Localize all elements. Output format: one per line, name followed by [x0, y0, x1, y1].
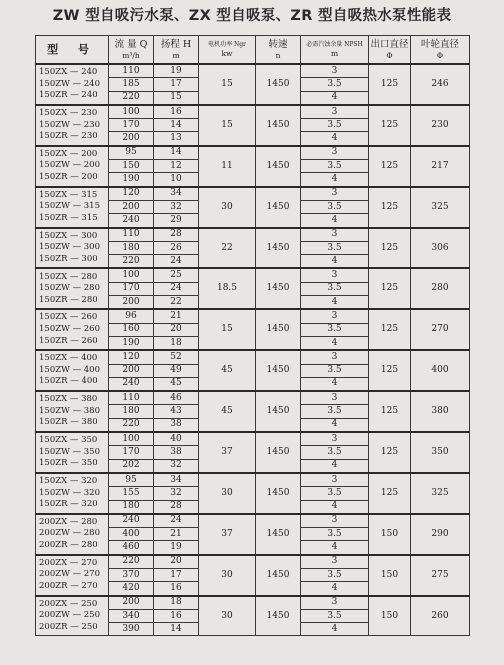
flow-cell: 202 [109, 459, 154, 473]
flow-cell: 110 [109, 391, 154, 405]
model-name: 150ZW — 200 [39, 160, 100, 171]
flow-cell: 110 [109, 64, 154, 78]
model-name: 150ZR — 200 [39, 172, 98, 183]
npsh-cell: 3 [301, 555, 369, 569]
model-name: 150ZR — 380 [39, 417, 98, 428]
model-name: 200ZW — 250 [39, 610, 100, 621]
model-name: 200ZW — 270 [39, 569, 100, 580]
model-name: 150ZR — 280 [39, 294, 98, 305]
table-row [36, 350, 470, 364]
power-cell: 15 [199, 105, 256, 146]
model-name: 150ZR — 300 [39, 253, 98, 264]
header-speed: 转速 n [256, 36, 301, 65]
model-cell [36, 473, 109, 514]
flow-cell: 220 [109, 555, 154, 569]
outlet-cell: 125 [369, 309, 411, 350]
impeller-cell: 280 [411, 268, 470, 309]
power-cell: 15 [199, 309, 256, 350]
model-cell [36, 64, 109, 105]
head-cell: 21 [154, 528, 199, 541]
impeller-cell: 217 [411, 146, 470, 187]
table-row [36, 555, 470, 569]
flow-cell: 110 [109, 228, 154, 242]
power-cell: 15 [199, 64, 256, 105]
head-cell: 24 [154, 255, 199, 269]
model-cell [36, 105, 109, 146]
npsh-cell: 3.5 [301, 241, 369, 254]
outlet-cell: 150 [369, 596, 411, 636]
flow-cell: 240 [109, 214, 154, 228]
power-cell: 37 [199, 432, 256, 473]
model-cell [36, 514, 109, 555]
power-cell: 37 [199, 514, 256, 555]
table-row [36, 309, 470, 323]
flow-cell: 120 [109, 350, 154, 364]
head-cell: 22 [154, 296, 199, 310]
head-cell: 32 [154, 459, 199, 473]
table-row [36, 105, 470, 119]
model-name: 150ZX — 380 [39, 394, 98, 405]
flow-cell: 150 [109, 160, 154, 173]
flow-cell: 180 [109, 500, 154, 514]
power-cell: 11 [199, 146, 256, 187]
speed-cell: 1450 [256, 105, 301, 146]
npsh-cell: 3.5 [301, 78, 369, 91]
npsh-cell: 3.5 [301, 119, 369, 132]
power-cell: 45 [199, 391, 256, 432]
table-title: ZW 型自吸污水泵、ZX 型自吸泵、ZR 型自吸热水泵性能表 [52, 8, 452, 24]
outlet-cell: 125 [369, 473, 411, 514]
speed-cell: 1450 [256, 350, 301, 391]
flow-cell: 200 [109, 200, 154, 213]
power-cell: 30 [199, 596, 256, 636]
flow-cell: 170 [109, 446, 154, 459]
power-cell: 30 [199, 473, 256, 514]
model-name: 200ZX — 280 [39, 516, 98, 527]
head-cell: 38 [154, 418, 199, 432]
header-power: 电机功率 Ngr kw [199, 36, 256, 65]
flow-cell: 100 [109, 105, 154, 119]
npsh-cell: 3 [301, 473, 369, 487]
outlet-cell: 125 [369, 146, 411, 187]
impeller-cell: 260 [411, 596, 470, 636]
outlet-cell: 125 [369, 64, 411, 105]
model-name: 150ZW — 350 [39, 446, 100, 457]
head-cell: 12 [154, 160, 199, 173]
flow-cell: 220 [109, 91, 154, 105]
table-row [36, 432, 470, 446]
model-name: 150ZX — 230 [39, 107, 98, 118]
npsh-cell: 3 [301, 391, 369, 405]
head-cell: 24 [154, 282, 199, 295]
npsh-cell: 3 [301, 187, 369, 201]
npsh-cell: 3.5 [301, 160, 369, 173]
impeller-cell: 275 [411, 555, 470, 596]
npsh-cell: 3 [301, 596, 369, 610]
speed-cell: 1450 [256, 309, 301, 350]
flow-cell: 185 [109, 78, 154, 91]
speed-cell: 1450 [256, 64, 301, 105]
model-name: 200ZX — 270 [39, 557, 98, 568]
flow-cell: 95 [109, 146, 154, 160]
head-cell: 14 [154, 623, 199, 636]
flow-cell: 220 [109, 255, 154, 269]
npsh-cell: 3 [301, 64, 369, 78]
impeller-cell: 246 [411, 64, 470, 105]
speed-cell: 1450 [256, 596, 301, 636]
table-row [36, 514, 470, 528]
model-name: 150ZR — 240 [39, 90, 98, 101]
power-cell: 30 [199, 187, 256, 228]
npsh-cell: 4 [301, 132, 369, 146]
model-name: 150ZR — 320 [39, 499, 98, 510]
npsh-cell: 4 [301, 173, 369, 187]
head-cell: 15 [154, 91, 199, 105]
table-row [36, 187, 470, 201]
flow-cell: 180 [109, 241, 154, 254]
npsh-cell: 4 [301, 623, 369, 636]
head-cell: 21 [154, 309, 199, 323]
head-cell: 46 [154, 391, 199, 405]
head-cell: 16 [154, 609, 199, 622]
outlet-cell: 125 [369, 228, 411, 269]
speed-cell: 1450 [256, 432, 301, 473]
npsh-cell: 3 [301, 514, 369, 528]
npsh-cell: 4 [301, 582, 369, 596]
model-cell [36, 187, 109, 228]
model-name: 150ZW — 260 [39, 323, 100, 334]
flow-cell: 120 [109, 187, 154, 201]
npsh-cell: 3 [301, 350, 369, 364]
npsh-cell: 4 [301, 418, 369, 432]
impeller-cell: 306 [411, 228, 470, 269]
head-cell: 18 [154, 596, 199, 610]
flow-cell: 170 [109, 282, 154, 295]
impeller-cell: 350 [411, 432, 470, 473]
model-cell [36, 555, 109, 596]
power-cell: 30 [199, 555, 256, 596]
model-name: 150ZX — 240 [39, 67, 98, 78]
npsh-cell: 3 [301, 309, 369, 323]
header-row [36, 36, 470, 65]
npsh-cell: 4 [301, 296, 369, 310]
npsh-cell: 3 [301, 228, 369, 242]
head-cell: 38 [154, 446, 199, 459]
impeller-cell: 230 [411, 105, 470, 146]
model-name: 150ZW — 300 [39, 242, 100, 253]
head-cell: 28 [154, 500, 199, 514]
table-row [36, 64, 470, 78]
impeller-cell: 325 [411, 473, 470, 514]
outlet-cell: 125 [369, 350, 411, 391]
flow-cell: 390 [109, 623, 154, 636]
outlet-cell: 125 [369, 268, 411, 309]
flow-cell: 170 [109, 119, 154, 132]
header-impeller: 叶轮直径 Φ [411, 36, 470, 65]
model-name: 150ZX — 280 [39, 271, 98, 282]
impeller-cell: 290 [411, 514, 470, 555]
speed-cell: 1450 [256, 473, 301, 514]
model-name: 150ZW — 230 [39, 119, 100, 130]
header-head: 扬程 H m [154, 36, 199, 65]
head-cell: 20 [154, 323, 199, 336]
outlet-cell: 125 [369, 391, 411, 432]
head-cell: 26 [154, 241, 199, 254]
flow-cell: 220 [109, 418, 154, 432]
npsh-cell: 3.5 [301, 323, 369, 336]
model-name: 200ZR — 270 [39, 580, 98, 591]
npsh-cell: 3 [301, 432, 369, 446]
npsh-cell: 4 [301, 377, 369, 391]
model-name: 150ZW — 280 [39, 283, 100, 294]
flow-cell: 240 [109, 377, 154, 391]
flow-cell: 190 [109, 336, 154, 350]
model-name: 150ZR — 400 [39, 376, 98, 387]
flow-cell: 100 [109, 268, 154, 282]
head-cell: 40 [154, 432, 199, 446]
model-name: 150ZX — 400 [39, 353, 98, 364]
flow-cell: 100 [109, 432, 154, 446]
head-cell: 14 [154, 119, 199, 132]
model-name: 200ZX — 250 [39, 598, 98, 609]
model-name: 150ZX — 315 [39, 189, 98, 200]
npsh-cell: 3 [301, 268, 369, 282]
npsh-cell: 4 [301, 214, 369, 228]
npsh-cell: 3.5 [301, 446, 369, 459]
model-name: 150ZX — 350 [39, 435, 98, 446]
flow-cell: 370 [109, 568, 154, 581]
outlet-cell: 125 [369, 432, 411, 473]
head-cell: 10 [154, 173, 199, 187]
head-cell: 20 [154, 555, 199, 569]
model-cell [36, 432, 109, 473]
flow-cell: 95 [109, 473, 154, 487]
npsh-cell: 3.5 [301, 282, 369, 295]
model-cell [36, 228, 109, 269]
model-name: 150ZR — 350 [39, 458, 98, 469]
speed-cell: 1450 [256, 555, 301, 596]
flow-cell: 340 [109, 609, 154, 622]
speed-cell: 1450 [256, 391, 301, 432]
flow-cell: 200 [109, 596, 154, 610]
flow-cell: 160 [109, 323, 154, 336]
speed-cell: 1450 [256, 228, 301, 269]
performance-table [35, 35, 470, 636]
impeller-cell: 380 [411, 391, 470, 432]
head-cell: 25 [154, 268, 199, 282]
head-cell: 17 [154, 78, 199, 91]
table-row [36, 268, 470, 282]
model-name: 150ZR — 230 [39, 131, 98, 142]
flow-cell: 420 [109, 582, 154, 596]
power-cell: 22 [199, 228, 256, 269]
npsh-cell: 3 [301, 105, 369, 119]
model-name: 150ZW — 380 [39, 405, 100, 416]
header-npsh: 必需汽蚀余量 NPSH m [301, 36, 369, 65]
head-cell: 52 [154, 350, 199, 364]
head-cell: 43 [154, 405, 199, 418]
head-cell: 13 [154, 132, 199, 146]
power-cell: 18.5 [199, 268, 256, 309]
header-model: 型 号 [36, 36, 109, 65]
outlet-cell: 150 [369, 555, 411, 596]
model-name: 150ZX — 320 [39, 475, 98, 486]
header-flow: 流 量 Q m³/h [109, 36, 154, 65]
table-row [36, 391, 470, 405]
model-name: 150ZW — 320 [39, 487, 100, 498]
model-name: 200ZR — 250 [39, 621, 98, 632]
outlet-cell: 150 [369, 514, 411, 555]
head-cell: 17 [154, 568, 199, 581]
model-name: 150ZW — 240 [39, 78, 100, 89]
head-cell: 28 [154, 228, 199, 242]
npsh-cell: 3.5 [301, 200, 369, 213]
head-cell: 18 [154, 336, 199, 350]
model-name: 150ZW — 315 [39, 201, 100, 212]
impeller-cell: 325 [411, 187, 470, 228]
flow-cell: 155 [109, 487, 154, 500]
flow-cell: 200 [109, 364, 154, 377]
speed-cell: 1450 [256, 187, 301, 228]
head-cell: 19 [154, 541, 199, 555]
flow-cell: 400 [109, 528, 154, 541]
npsh-cell: 4 [301, 336, 369, 350]
model-name: 150ZX — 260 [39, 312, 98, 323]
model-cell [36, 146, 109, 187]
table-row [36, 228, 470, 242]
model-name: 200ZR — 280 [39, 540, 98, 551]
npsh-cell: 4 [301, 459, 369, 473]
head-cell: 32 [154, 200, 199, 213]
head-cell: 16 [154, 582, 199, 596]
npsh-cell: 3.5 [301, 609, 369, 622]
head-cell: 16 [154, 105, 199, 119]
speed-cell: 1450 [256, 514, 301, 555]
npsh-cell: 4 [301, 255, 369, 269]
model-cell [36, 350, 109, 391]
flow-cell: 460 [109, 541, 154, 555]
head-cell: 34 [154, 473, 199, 487]
outlet-cell: 125 [369, 105, 411, 146]
table-body [36, 64, 470, 636]
flow-cell: 200 [109, 296, 154, 310]
table-row [36, 473, 470, 487]
npsh-cell: 3 [301, 146, 369, 160]
model-name: 150ZR — 315 [39, 212, 98, 223]
model-name: 150ZW — 400 [39, 364, 100, 375]
power-cell: 45 [199, 350, 256, 391]
flow-cell: 190 [109, 173, 154, 187]
npsh-cell: 3.5 [301, 528, 369, 541]
head-cell: 49 [154, 364, 199, 377]
head-cell: 32 [154, 487, 199, 500]
speed-cell: 1450 [256, 268, 301, 309]
npsh-cell: 4 [301, 541, 369, 555]
flow-cell: 180 [109, 405, 154, 418]
impeller-cell: 400 [411, 350, 470, 391]
npsh-cell: 4 [301, 91, 369, 105]
head-cell: 45 [154, 377, 199, 391]
impeller-cell: 270 [411, 309, 470, 350]
model-cell [36, 596, 109, 636]
model-name: 150ZR — 260 [39, 335, 98, 346]
head-cell: 24 [154, 514, 199, 528]
flow-cell: 96 [109, 309, 154, 323]
model-name: 150ZX — 200 [39, 148, 98, 159]
npsh-cell: 3.5 [301, 568, 369, 581]
model-name: 150ZX — 300 [39, 230, 98, 241]
npsh-cell: 3.5 [301, 364, 369, 377]
flow-cell: 240 [109, 514, 154, 528]
model-cell [36, 268, 109, 309]
speed-cell: 1450 [256, 146, 301, 187]
header-outlet: 出口直径 Φ [369, 36, 411, 65]
npsh-cell: 3.5 [301, 405, 369, 418]
head-cell: 14 [154, 146, 199, 160]
table-row [36, 596, 470, 610]
model-cell [36, 391, 109, 432]
head-cell: 29 [154, 214, 199, 228]
table-row [36, 146, 470, 160]
flow-cell: 200 [109, 132, 154, 146]
npsh-cell: 3.5 [301, 487, 369, 500]
head-cell: 19 [154, 64, 199, 78]
model-cell [36, 309, 109, 350]
outlet-cell: 125 [369, 187, 411, 228]
head-cell: 34 [154, 187, 199, 201]
npsh-cell: 4 [301, 500, 369, 514]
model-name: 200ZW — 280 [39, 528, 100, 539]
